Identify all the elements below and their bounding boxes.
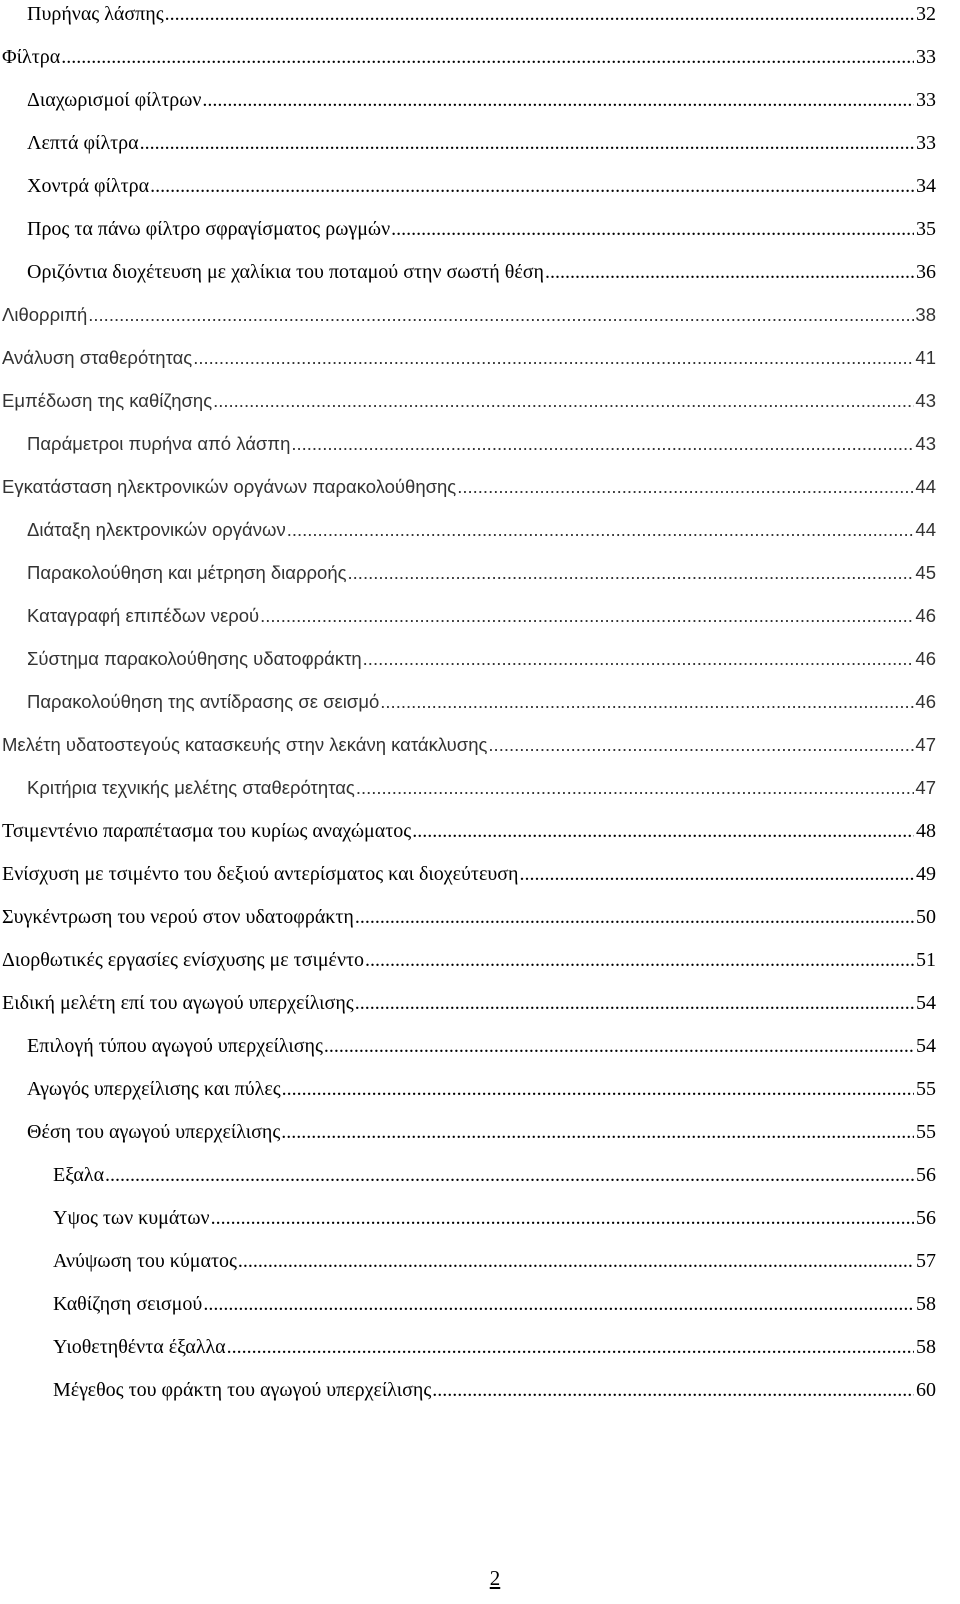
toc-entry-page: 33 bbox=[916, 46, 936, 68]
toc-entry-title: Προς τα πάνω φίλτρο σφραγίσματος ρωγμών bbox=[27, 218, 391, 240]
toc-entry-page: 43 bbox=[915, 390, 936, 411]
toc-entry[interactable] bbox=[53, 1331, 936, 1363]
toc-entry[interactable] bbox=[2, 299, 936, 331]
toc-entry-title: Λιθορριπή bbox=[2, 304, 88, 325]
toc-dot-leader bbox=[280, 1116, 914, 1148]
toc-dot-leader bbox=[201, 84, 914, 116]
toc-entry[interactable] bbox=[27, 1030, 936, 1062]
toc-dot-leader bbox=[323, 1030, 914, 1062]
toc-dot-leader bbox=[149, 170, 914, 202]
toc-entry-title: Διορθωτικές εργασίες ενίσχυσης με τσιμέντο bbox=[2, 949, 365, 971]
toc-dot-leader bbox=[226, 1331, 914, 1363]
toc-dot-leader bbox=[354, 987, 914, 1019]
toc-entry[interactable] bbox=[53, 1159, 936, 1191]
toc-entry-page: 33 bbox=[916, 89, 936, 111]
toc-dot-leader bbox=[544, 256, 914, 288]
toc-entry[interactable] bbox=[27, 213, 936, 245]
toc-entry-page: 43 bbox=[915, 433, 936, 454]
toc-dot-leader bbox=[355, 772, 914, 804]
toc-entry-page: 46 bbox=[915, 648, 936, 669]
toc-entry-page: 32 bbox=[916, 3, 936, 25]
toc-entry-page: 55 bbox=[916, 1078, 936, 1100]
toc-entry-title: Αγωγός υπερχείλισης και πύλες bbox=[27, 1078, 281, 1100]
toc-entry[interactable] bbox=[27, 557, 936, 589]
toc-entry-page: 33 bbox=[916, 132, 936, 154]
toc-dot-leader bbox=[212, 385, 914, 417]
toc-entry[interactable] bbox=[2, 901, 936, 933]
toc-entry-page: 58 bbox=[916, 1293, 936, 1315]
toc-dot-leader bbox=[354, 901, 914, 933]
toc-entry-title: Θέση του αγωγού υπερχείλισης bbox=[27, 1121, 281, 1143]
toc-entry-page: 57 bbox=[916, 1250, 936, 1272]
toc-dot-leader bbox=[104, 1159, 914, 1191]
toc-entry[interactable] bbox=[27, 0, 936, 30]
toc-entry[interactable] bbox=[27, 1073, 936, 1105]
page-number-text: 2 bbox=[489, 1566, 501, 1590]
toc-entry-title: Παράμετροι πυρήνα από λάσπη bbox=[27, 433, 291, 454]
toc-entry-page: 34 bbox=[916, 175, 936, 197]
toc-entry-page: 36 bbox=[916, 261, 936, 283]
toc-entry-title: Υιοθετηθέντα έξαλλα bbox=[53, 1336, 226, 1358]
toc-entry-page: 35 bbox=[916, 218, 936, 240]
toc-dot-leader bbox=[487, 729, 914, 761]
toc-entry-page: 56 bbox=[916, 1207, 936, 1229]
toc-entry-title: Εξαλα bbox=[53, 1164, 105, 1186]
toc-entry-title: Πυρήνας λάσπης bbox=[27, 3, 164, 25]
toc-entry[interactable] bbox=[27, 686, 936, 718]
toc-dot-leader bbox=[390, 213, 914, 245]
toc-entry[interactable] bbox=[27, 428, 936, 460]
toc-dot-leader bbox=[362, 643, 914, 675]
toc-dot-leader bbox=[259, 600, 914, 632]
toc-entry[interactable] bbox=[2, 729, 936, 761]
toc-entry[interactable] bbox=[27, 600, 936, 632]
toc-dot-leader bbox=[192, 342, 914, 374]
toc-entry-title: Υψος των κυμάτων bbox=[53, 1207, 210, 1229]
toc-entry-page: 54 bbox=[916, 1035, 936, 1057]
toc-entry-title: Εμπέδωση της καθίζησης bbox=[2, 390, 213, 411]
toc-entry[interactable] bbox=[53, 1202, 936, 1234]
toc-entry-page: 47 bbox=[915, 734, 936, 755]
toc-dot-leader bbox=[379, 686, 914, 718]
toc-entry-title: Χοντρά φίλτρα bbox=[27, 175, 150, 197]
toc-entry-title: Ειδική μελέτη επί του αγωγού υπερχείλισης bbox=[2, 992, 354, 1014]
toc-entry[interactable] bbox=[27, 1116, 936, 1148]
toc-entry-page: 51 bbox=[916, 949, 936, 971]
toc-entry-title: Επιλογή τύπου αγωγού υπερχείλισης bbox=[27, 1035, 323, 1057]
toc-entry-page: 44 bbox=[915, 476, 936, 497]
toc-entry-title: Διάταξη ηλεκτρονικών οργάνων bbox=[27, 519, 286, 540]
toc-entry-page: 55 bbox=[916, 1121, 936, 1143]
toc-entry-page: 45 bbox=[915, 562, 936, 583]
toc-entry-page: 49 bbox=[916, 863, 936, 885]
toc-entry-page: 38 bbox=[915, 304, 936, 325]
toc-entry-page: 41 bbox=[915, 347, 936, 368]
toc-entry-title: Ανάλυση σταθερότητας bbox=[2, 347, 193, 368]
toc-entry-title: Τσιμεντένιο παραπέτασμα του κυρίως αναχώματος bbox=[2, 820, 412, 842]
toc-dot-leader bbox=[210, 1202, 914, 1234]
toc-dot-leader bbox=[60, 41, 914, 73]
toc-entry-title: Λεπτά φίλτρα bbox=[27, 132, 139, 154]
toc-dot-leader bbox=[87, 299, 914, 331]
toc-entry[interactable] bbox=[53, 1245, 936, 1277]
toc-dot-leader bbox=[456, 471, 914, 503]
toc-dot-leader bbox=[237, 1245, 914, 1277]
toc-dot-leader bbox=[290, 428, 914, 460]
toc-entry-page: 56 bbox=[916, 1164, 936, 1186]
toc-entry[interactable] bbox=[2, 471, 936, 503]
toc-entry-page: 46 bbox=[915, 691, 936, 712]
toc-entry-title: Διαχωρισμοί φίλτρων bbox=[27, 89, 202, 111]
toc-entry-title: Ανύψωση του κύματος bbox=[53, 1250, 237, 1272]
toc-entry[interactable] bbox=[27, 514, 936, 546]
toc-entry[interactable] bbox=[27, 772, 936, 804]
toc-entry-title: Καθίζηση σεισμού bbox=[53, 1293, 203, 1315]
toc-dot-leader bbox=[202, 1288, 914, 1320]
toc-entry-page: 44 bbox=[915, 519, 936, 540]
toc-entry-page: 60 bbox=[916, 1379, 936, 1401]
toc-entry-page: 46 bbox=[915, 605, 936, 626]
toc-entry-title: Συγκέντρωση του νερού στον υδατοφράκτη bbox=[2, 906, 354, 928]
toc-entry-page: 47 bbox=[915, 777, 936, 798]
toc-entry[interactable] bbox=[2, 815, 936, 847]
toc-entry-page: 54 bbox=[916, 992, 936, 1014]
toc-entry[interactable] bbox=[27, 84, 936, 116]
toc-entry-title: Οριζόντια διοχέτευση με χαλίκια του ποταμού στην σωστή θέση bbox=[27, 261, 544, 283]
toc-entry[interactable] bbox=[53, 1288, 936, 1320]
toc-entry[interactable] bbox=[2, 41, 936, 73]
toc-dot-leader bbox=[347, 557, 914, 589]
toc-entry[interactable] bbox=[2, 944, 936, 976]
toc-entry[interactable] bbox=[27, 256, 936, 288]
toc-entry-title: Φίλτρα bbox=[2, 46, 61, 68]
page-number bbox=[0, 1566, 960, 1591]
toc-dot-leader bbox=[164, 0, 914, 30]
toc-entry[interactable] bbox=[53, 1374, 936, 1406]
toc-entry-page: 48 bbox=[916, 820, 936, 842]
toc-entry-title: Ενίσχυση με τσιμέντο του δεξιού αντερίσματος και διοχεύτευση bbox=[2, 863, 519, 885]
toc-dot-leader bbox=[286, 514, 914, 546]
toc-entry-title: Κριτήρια τεχνικής μελέτης σταθερότητας bbox=[27, 777, 355, 798]
toc-dot-leader bbox=[139, 127, 914, 159]
toc-entry[interactable] bbox=[2, 987, 936, 1019]
toc-dot-leader bbox=[519, 858, 914, 890]
toc-entry[interactable] bbox=[2, 385, 936, 417]
toc-dot-leader bbox=[431, 1374, 914, 1406]
toc-entry-title: Εγκατάσταση ηλεκτρονικών οργάνων παρακολούθησης bbox=[2, 476, 457, 497]
toc-entry-page: 50 bbox=[916, 906, 936, 928]
toc-entry-title: Παρακολούθηση και μέτρηση διαρροής bbox=[27, 562, 347, 583]
toc-entry[interactable] bbox=[2, 858, 936, 890]
toc-entry-title: Καταγραφή επιπέδων νερού bbox=[27, 605, 260, 626]
toc-entry[interactable] bbox=[27, 643, 936, 675]
toc-entry-title: Μέγεθος του φράκτη του αγωγού υπερχείλισης bbox=[53, 1379, 432, 1401]
toc-dot-leader bbox=[364, 944, 914, 976]
toc-entry-title: Παρακολούθηση της αντίδρασης σε σεισμό bbox=[27, 691, 380, 712]
toc-entry-title: Σύστημα παρακολούθησης υδατοφράκτη bbox=[27, 648, 362, 669]
toc-entry[interactable] bbox=[27, 127, 936, 159]
toc-entry-title: Μελέτη υδατοστεγούς κατασκευής στην λεκάνη κατάκλυσης bbox=[2, 734, 488, 755]
toc-dot-leader bbox=[281, 1073, 914, 1105]
toc-dot-leader bbox=[411, 815, 914, 847]
toc-entry-page: 58 bbox=[916, 1336, 936, 1358]
toc-entry[interactable] bbox=[2, 342, 936, 374]
toc-entry[interactable] bbox=[27, 170, 936, 202]
